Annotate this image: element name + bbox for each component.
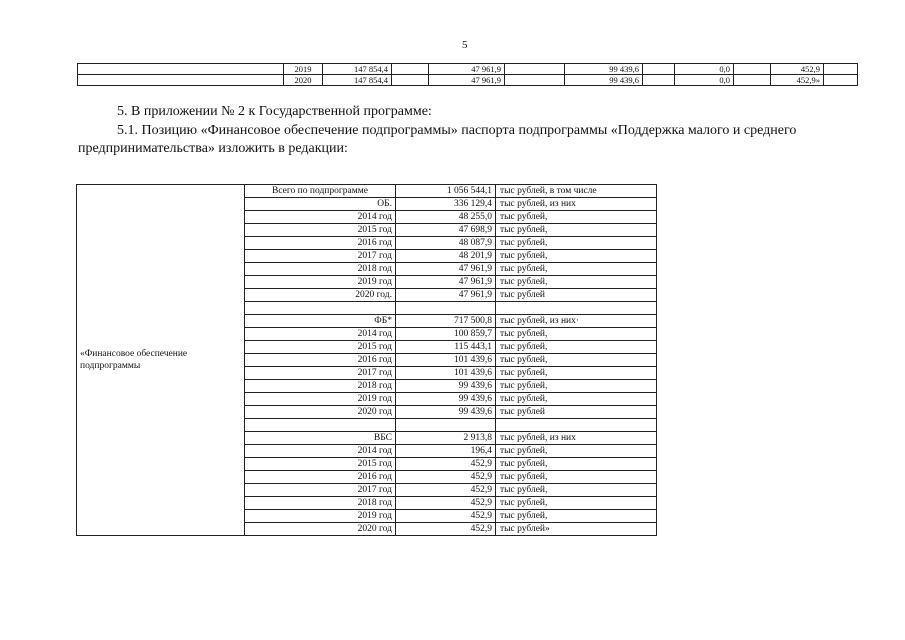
funding-category: 2015 год bbox=[245, 341, 396, 354]
funding-unit bbox=[496, 302, 657, 315]
funding-unit bbox=[496, 419, 657, 432]
funding-unit: тыс рублей, bbox=[496, 263, 657, 276]
funding-unit: тыс рублей, bbox=[496, 224, 657, 237]
table-cell: 452,9 bbox=[771, 64, 824, 75]
paragraph-item-5-1-cont: предпринимательства» изложить в редакции: bbox=[78, 141, 348, 156]
funding-amount: 452,9 bbox=[396, 497, 496, 510]
funding-category: ФБ* bbox=[245, 315, 396, 328]
empty-cell bbox=[643, 64, 675, 75]
funding-category: ВБС bbox=[245, 432, 396, 445]
funding-amount: 452,9 bbox=[396, 510, 496, 523]
table-cell: 47 961,9 bbox=[429, 75, 505, 86]
funding-amount: 48 255,0 bbox=[396, 211, 496, 224]
funding-amount: 452,9 bbox=[396, 471, 496, 484]
funding-unit: тыс рублей, bbox=[496, 237, 657, 250]
funding-amount: 48 087,9 bbox=[396, 237, 496, 250]
funding-amount: 717 500,8 bbox=[396, 315, 496, 328]
table-cell: 147 854,4 bbox=[323, 75, 392, 86]
funding-category: 2020 год. bbox=[245, 289, 396, 302]
funding-amount: 47 698,9 bbox=[396, 224, 496, 237]
funding-amount: 115 443,1 bbox=[396, 341, 496, 354]
funding-category: 2016 год bbox=[245, 237, 396, 250]
funding-category: 2014 год bbox=[245, 211, 396, 224]
funding-unit: тыс рублей, bbox=[496, 484, 657, 497]
table-cell: 47 961,9 bbox=[429, 64, 505, 75]
funding-category: 2014 год bbox=[245, 328, 396, 341]
funding-category: 2015 год bbox=[245, 458, 396, 471]
funding-unit: тыс рублей, bbox=[496, 393, 657, 406]
funding-category: 2020 год bbox=[245, 406, 396, 419]
table-cell: 99 439,6 bbox=[565, 64, 643, 75]
funding-unit: тыс рублей, bbox=[496, 341, 657, 354]
funding-category: Всего по подпрограмме bbox=[245, 185, 396, 198]
funding-category: 2016 год bbox=[245, 471, 396, 484]
continuation-row bbox=[78, 75, 858, 86]
empty-cell bbox=[734, 64, 771, 75]
funding-amount: 99 439,6 bbox=[396, 380, 496, 393]
funding-amount: 452,9 bbox=[396, 458, 496, 471]
empty-cell bbox=[643, 75, 675, 86]
funding-unit: тыс рублей, bbox=[496, 250, 657, 263]
paragraph-item-5: 5. В приложении № 2 к Государственной программе: bbox=[117, 104, 432, 119]
funding-unit: тыс рублей, в том числе bbox=[496, 185, 657, 198]
funding-amount bbox=[396, 419, 496, 432]
funding-category: 2015 год bbox=[245, 224, 396, 237]
funding-category: 2019 год bbox=[245, 510, 396, 523]
table-cell: 147 854,4 bbox=[323, 64, 392, 75]
funding-unit: тыс рублей, из них· bbox=[496, 315, 657, 328]
funding-category bbox=[245, 302, 396, 315]
funding-amount: 452,9 bbox=[396, 523, 496, 536]
funding-unit: тыс рублей» bbox=[496, 523, 657, 536]
empty-cell bbox=[505, 75, 565, 86]
funding-category: 2016 год bbox=[245, 354, 396, 367]
funding-amount: 336 129,4 bbox=[396, 198, 496, 211]
empty-cell bbox=[78, 75, 284, 86]
funding-category: 2014 год bbox=[245, 445, 396, 458]
empty-cell bbox=[392, 64, 429, 75]
finance-table bbox=[76, 184, 657, 536]
funding-unit: тыс рублей, bbox=[496, 276, 657, 289]
funding-unit: тыс рублей, bbox=[496, 471, 657, 484]
funding-amount: 99 439,6 bbox=[396, 406, 496, 419]
funding-category: 2017 год bbox=[245, 484, 396, 497]
empty-cell bbox=[734, 75, 771, 86]
table-cell: 99 439,6 bbox=[565, 75, 643, 86]
funding-category: 2018 год bbox=[245, 263, 396, 276]
table-cell: 2020 bbox=[284, 75, 323, 86]
funding-unit: тыс рублей bbox=[496, 406, 657, 419]
funding-unit: тыс рублей, bbox=[496, 328, 657, 341]
table-cell: 0,0 bbox=[675, 75, 734, 86]
continuation-table bbox=[77, 63, 858, 86]
funding-amount: 48 201,9 bbox=[396, 250, 496, 263]
funding-unit: тыс рублей, bbox=[496, 354, 657, 367]
funding-category: 2019 год bbox=[245, 276, 396, 289]
funding-category bbox=[245, 419, 396, 432]
funding-unit: тыс рублей, из них bbox=[496, 432, 657, 445]
empty-cell bbox=[824, 75, 858, 86]
funding-amount: 100 859,7 bbox=[396, 328, 496, 341]
funding-unit: тыс рублей, из них bbox=[496, 198, 657, 211]
funding-amount: 101 439,6 bbox=[396, 367, 496, 380]
paragraph-item-5-1: 5.1. Позицию «Финансовое обеспечение подпрограммы» паспорта подпрограммы «Поддержка малого и среднего bbox=[117, 123, 797, 138]
funding-amount: 99 439,6 bbox=[396, 393, 496, 406]
table-cell: 2019 bbox=[284, 64, 323, 75]
funding-unit: тыс рублей, bbox=[496, 458, 657, 471]
funding-amount: 47 961,9 bbox=[396, 289, 496, 302]
funding-category: 2020 год bbox=[245, 523, 396, 536]
funding-amount: 2 913,8 bbox=[396, 432, 496, 445]
funding-unit: тыс рублей, bbox=[496, 510, 657, 523]
empty-cell bbox=[824, 64, 858, 75]
funding-unit: тыс рублей, bbox=[496, 380, 657, 393]
funding-category: 2018 год bbox=[245, 497, 396, 510]
empty-cell bbox=[392, 75, 429, 86]
table-cell: 0,0 bbox=[675, 64, 734, 75]
funding-amount: 47 961,9 bbox=[396, 276, 496, 289]
funding-amount: 196,4 bbox=[396, 445, 496, 458]
funding-unit: тыс рублей bbox=[496, 289, 657, 302]
funding-category: 2018 год bbox=[245, 380, 396, 393]
funding-amount: 1 056 544,1 bbox=[396, 185, 496, 198]
position-label: «Финансовое обеспечение подпрограммы bbox=[77, 185, 245, 536]
funding-unit: тыс рублей, bbox=[496, 211, 657, 224]
funding-category: 2019 год bbox=[245, 393, 396, 406]
page-number: 5 bbox=[462, 39, 468, 51]
funding-amount: 47 961,9 bbox=[396, 263, 496, 276]
empty-cell bbox=[78, 64, 284, 75]
funding-category: ОБ. bbox=[245, 198, 396, 211]
empty-cell bbox=[505, 64, 565, 75]
finance-row bbox=[77, 185, 657, 198]
funding-unit: тыс рублей, bbox=[496, 497, 657, 510]
funding-unit: тыс рублей, bbox=[496, 367, 657, 380]
funding-amount bbox=[396, 302, 496, 315]
funding-category: 2017 год bbox=[245, 250, 396, 263]
funding-amount: 452,9 bbox=[396, 484, 496, 497]
continuation-row bbox=[78, 64, 858, 75]
funding-category: 2017 год bbox=[245, 367, 396, 380]
table-cell: 452,9» bbox=[771, 75, 824, 86]
funding-amount: 101 439,6 bbox=[396, 354, 496, 367]
funding-unit: тыс рублей, bbox=[496, 445, 657, 458]
